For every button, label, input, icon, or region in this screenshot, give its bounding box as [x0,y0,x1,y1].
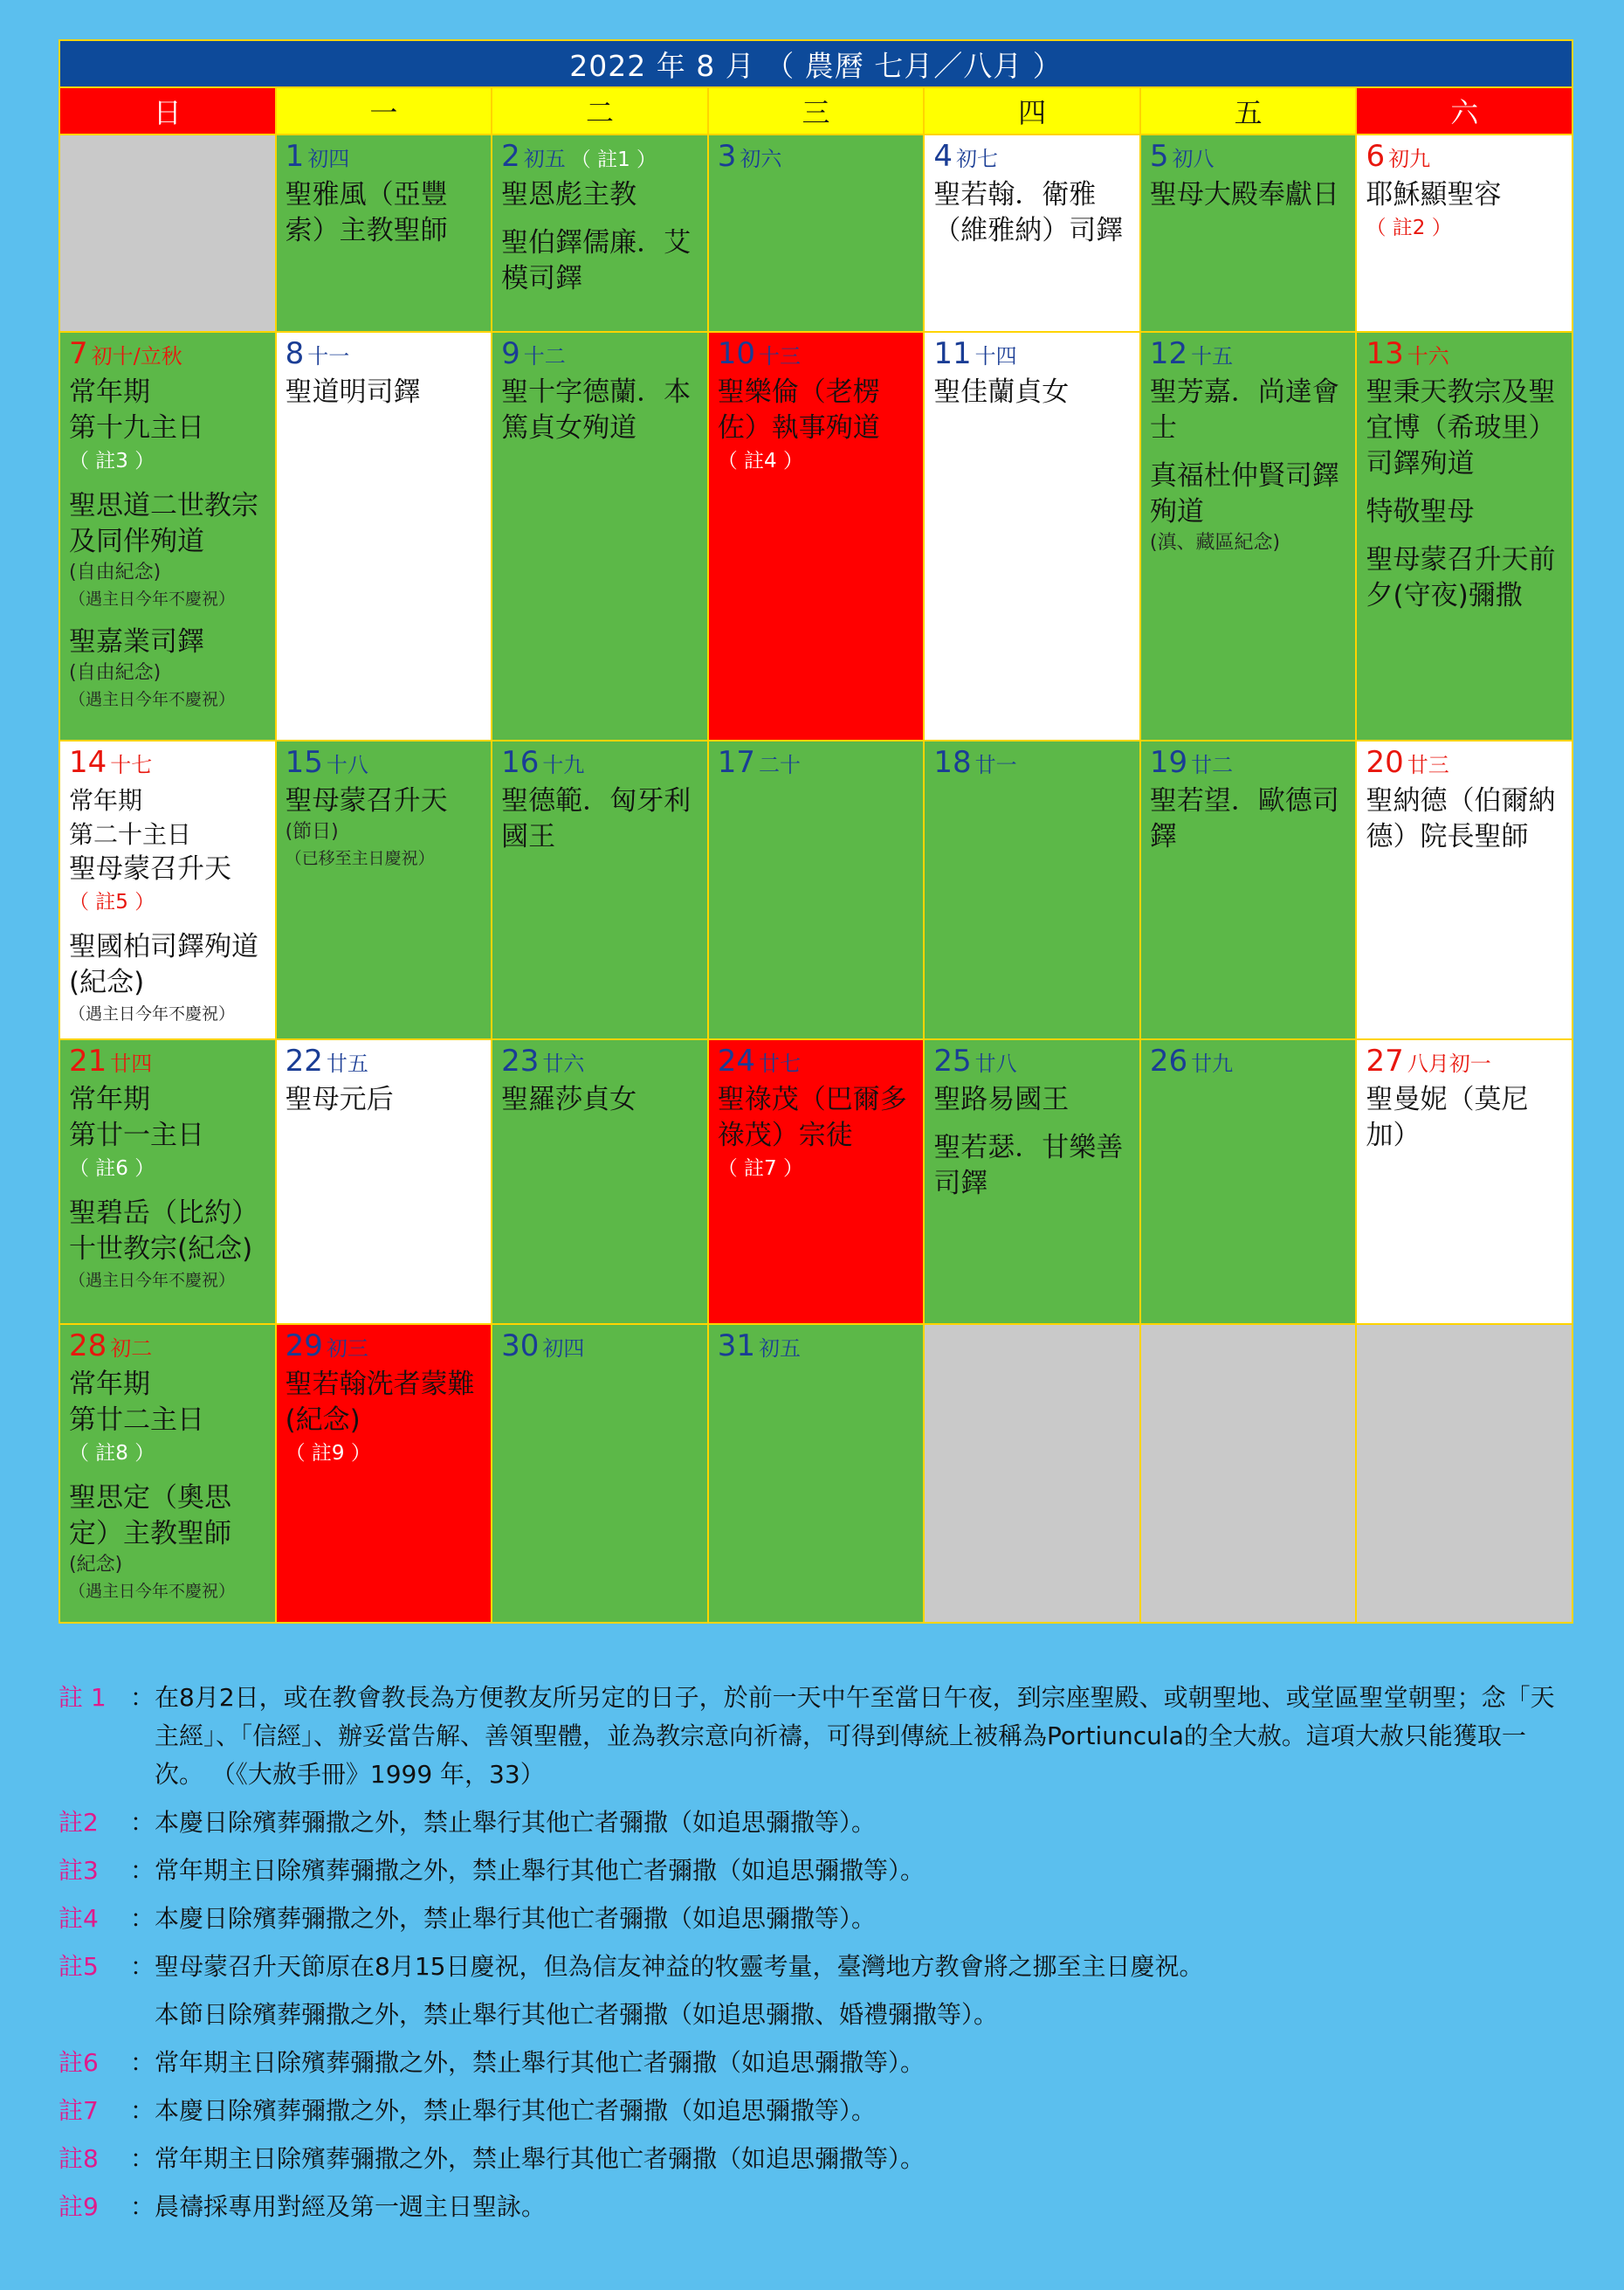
calendar-grid [60,134,1572,1622]
event-text: 第二十主日 [69,820,192,849]
date-line [286,139,485,174]
event-text: 聖母蒙召升天 [69,853,231,885]
event-text: 聖母大殿奉獻日 [1149,179,1339,210]
lunar-date: 初五 [523,147,566,171]
lunar-date: 初四 [542,1336,585,1361]
lunar-date: 廿三 [1407,753,1449,777]
event-text: 聖國柏司鐸殉道(紀念) [69,931,258,998]
weekday-5: 五 [1141,88,1358,134]
event-text: 真福杜仲賢司鐸殉道 [1149,460,1339,528]
event-text: 聖恩彪主教 [501,179,637,210]
note-colon [130,1996,155,2034]
note-label: 註5 [58,1952,99,1981]
event-text: 聖思定（奧思定）主教聖師 [69,1482,231,1549]
date-line [501,336,700,371]
date-line [69,1044,268,1079]
day-number: 1 [285,139,305,174]
note-colon: ： [130,1808,155,1837]
note-label: 註6 [58,2048,99,2077]
lunar-date: 廿九 [1191,1052,1234,1076]
day-number: 21 [69,1044,107,1079]
event-text: 聖納德（伯爾納德）院長聖師 [1366,785,1556,852]
event-text: （ 註4 ） [717,450,803,472]
empty-cell [60,135,277,331]
weekday-1: 一 [277,88,493,134]
date-line [1366,745,1565,780]
day-cell-19[interactable] [1141,741,1358,1038]
date-line [1150,336,1349,371]
day-cell-4[interactable] [925,135,1141,331]
calendar-title: 2022 年 8 月 （ 農曆 七月／八月 ） [60,41,1572,88]
day-cell-25[interactable] [925,1040,1141,1323]
week-row [60,1038,1572,1323]
lunar-date: 初八 [1172,147,1215,171]
note-item [58,2092,1570,2130]
day-number: 11 [933,336,972,371]
weekday-0: 日 [60,88,277,134]
date-line [1366,336,1565,371]
note-text: 本節日除殯葬彌撒之外，禁止舉行其他亡者彌撒（如追思彌撒、婚禮彌撒等）。 [155,2000,999,2029]
event-text: 聖道明司鐸 [285,376,421,408]
date-line [69,745,268,780]
event-text: 聖母蒙召升天 [285,785,448,817]
day-cell-17[interactable] [709,741,926,1038]
note-item [58,2044,1570,2082]
lunar-date: 十七 [110,753,153,777]
event-text: 聖嘉業司鐸 [69,626,204,658]
note-item [58,1900,1570,1938]
day-cell-31[interactable] [709,1325,926,1622]
event-text: 聖佳蘭貞女 [933,376,1070,408]
lunar-date: 初六 [740,147,782,171]
event-text: 聖芳嘉．尚達會士 [1149,376,1339,444]
lunar-date: 廿八 [974,1052,1017,1076]
day-number: 5 [1149,139,1169,174]
date-line [501,1044,700,1079]
event-text: （ 註6 ） [69,1157,155,1180]
day-number: 20 [1366,745,1404,780]
day-number: 4 [933,139,953,174]
event-text: （遇主日今年不慶祝） [69,1582,236,1601]
day-number: 9 [501,336,520,371]
day-cell-28[interactable] [60,1325,277,1622]
note-colon: ： [130,1952,155,1981]
notes-section [58,1679,1570,2236]
note-label: 註9 [58,2192,99,2221]
date-line [933,1044,1132,1079]
event-text: 常年期 [69,1084,150,1115]
event-text: 常年期 [69,786,143,815]
week-row [60,1323,1572,1622]
event-text: （ 註3 ） [69,450,155,472]
lunar-date: 廿五 [326,1052,368,1076]
empty-cell [1357,1325,1572,1622]
event-text: 聖十字德蘭．本篤貞女殉道 [501,376,692,444]
event-text: 聖秉天教宗及聖宜博（希玻里）司鐸殉道 [1366,376,1556,479]
event-text: 耶穌顯聖容 [1366,179,1502,210]
lunar-date: 十八 [326,753,368,777]
lunar-date: 初四 [307,147,350,171]
event-text: 常年期 [69,1369,150,1400]
note-ref: （ 註1 ） [570,148,657,171]
lunar-date: 十九 [542,753,585,777]
day-number: 14 [69,745,107,780]
lunar-date: 十六 [1407,344,1449,369]
event-text: (滇、藏區紀念) [1149,532,1281,554]
event-text: （ 註2 ） [1366,217,1452,239]
note-label: 註8 [58,2144,99,2173]
day-number: 16 [501,745,540,780]
weekday-header [60,88,1572,134]
day-cell-30[interactable] [492,1325,709,1622]
week-row [60,134,1572,331]
lunar-date: 十二 [523,344,566,369]
event-text: 聖若翰洗者蒙難(紀念) [285,1369,475,1436]
week-row [60,331,1572,740]
day-number: 2 [501,139,520,174]
lunar-date: 廿六 [542,1052,585,1076]
note-text: 聖母蒙召升天節原在8月15日慶祝，但為信友神益的牧靈考量，臺灣地方教會將之挪至主日慶祝。 [155,1952,1204,1981]
date-line [501,745,700,780]
date-line [1150,139,1349,174]
date-line [718,745,917,780]
event-text: 聖德範．匈牙利國王 [501,785,692,852]
event-text: 聖若望．歐德司鐸 [1149,785,1339,852]
day-number: 25 [933,1044,972,1079]
event-text: 聖祿茂（巴爾多祿茂）宗徒 [717,1084,907,1151]
event-text: 常年期 [69,376,150,408]
day-number: 6 [1366,139,1386,174]
day-number: 19 [1149,745,1188,780]
event-text: （遇主日今年不慶祝） [69,590,236,609]
day-cell-15[interactable] [277,741,493,1038]
event-text: 聖樂倫（老楞佐）執事殉道 [717,376,880,444]
event-text: (自由紀念) [69,662,162,684]
day-cell-21[interactable] [60,1040,277,1323]
day-cell-5[interactable] [1141,135,1358,331]
date-line [501,139,700,174]
note-colon: ： [130,1683,155,1712]
note-label: 註3 [58,1856,99,1885]
date-line [1150,1044,1349,1079]
day-number: 23 [501,1044,540,1079]
day-number: 31 [717,1328,755,1363]
note-label: 註2 [58,1808,99,1837]
day-cell-8[interactable] [277,333,493,740]
note-label: 註7 [58,2096,99,2125]
date-line [286,1044,485,1079]
note-text: 本慶日除殯葬彌撒之外，禁止舉行其他亡者彌撒（如追思彌撒等）。 [155,1808,877,1837]
date-line [1366,1044,1565,1079]
event-text: （ 註5 ） [69,891,155,914]
date-line [286,745,485,780]
week-row [60,740,1572,1038]
event-text: （ 註8 ） [69,1442,155,1465]
event-text: 第十九主日 [69,412,204,444]
day-number: 18 [933,745,972,780]
note-text: 本慶日除殯葬彌撒之外，禁止舉行其他亡者彌撒（如追思彌撒等）。 [155,1904,877,1933]
note-item [58,1679,1570,1794]
event-text: 聖曼妮（莫尼加） [1366,1084,1529,1151]
day-cell-18[interactable] [925,741,1141,1038]
note-colon: ： [130,2096,155,2125]
lunar-date: 初十/立秋 [91,344,182,369]
event-text: (節日) [285,821,339,843]
day-cell-16[interactable] [492,741,709,1038]
event-text: （ 註9 ） [285,1442,371,1465]
lunar-date: 二十 [759,753,801,777]
lunar-date: 十五 [1191,344,1234,369]
note-colon: ： [130,2192,155,2221]
date-line [501,1328,700,1363]
event-text: 聖羅莎貞女 [501,1084,637,1115]
event-text: 聖思道二世教宗及同伴殉道 [69,490,258,557]
event-text: 聖伯鐸儒廉．艾模司鐸 [501,227,692,294]
date-line [933,139,1132,174]
day-number: 29 [285,1328,323,1363]
date-line [1366,139,1565,174]
note-text: 常年期主日除殯葬彌撒之外，禁止舉行其他亡者彌撒（如追思彌撒等）。 [155,2048,926,2077]
event-text: 聖若瑟．甘樂善司鐸 [933,1132,1124,1199]
weekday-4: 四 [925,88,1141,134]
lunar-date: 十一 [307,344,350,369]
day-number: 17 [717,745,755,780]
lunar-date: 十四 [974,344,1017,369]
day-number: 3 [717,139,737,174]
event-text: 第廿二主日 [69,1404,204,1436]
event-text: （已移至主日慶祝） [285,849,435,868]
lunar-date: 初三 [326,1336,368,1361]
day-number: 26 [1149,1044,1188,1079]
lunar-date: 初七 [955,147,998,171]
day-cell-13[interactable] [1357,333,1572,740]
empty-cell [1141,1325,1358,1622]
note-colon: ： [130,2048,155,2077]
note-item [58,2188,1570,2226]
event-text: （遇主日今年不慶祝） [69,1004,236,1024]
lunar-date: 初五 [759,1336,801,1361]
day-number: 24 [717,1044,755,1079]
date-line [718,1328,917,1363]
date-line [718,1044,917,1079]
date-line [286,1328,485,1363]
lunar-date: 初九 [1388,147,1431,171]
day-cell-22[interactable] [277,1040,493,1323]
empty-cell [925,1325,1141,1622]
note-colon: ： [130,1904,155,1933]
note-item [58,2140,1570,2178]
lunar-date: 十三 [759,344,801,369]
date-line [1150,745,1349,780]
note-text: 常年期主日除殯葬彌撒之外，禁止舉行其他亡者彌撒（如追思彌撒等）。 [155,1856,926,1885]
weekday-3: 三 [709,88,926,134]
lunar-date: 廿一 [974,753,1017,777]
day-cell-23[interactable] [492,1040,709,1323]
note-label: 註 1 [58,1683,107,1712]
day-cell-24[interactable] [709,1040,926,1323]
note-item [58,1996,1570,2034]
date-line [718,139,917,174]
day-cell-3[interactable] [709,135,926,331]
day-number: 7 [69,336,88,371]
lunar-date: 廿四 [110,1052,153,1076]
event-text: (紀念) [69,1554,123,1576]
note-item [58,1948,1570,1986]
event-text: 第廿一主日 [69,1120,204,1151]
note-colon: ： [130,2144,155,2173]
day-cell-20[interactable] [1357,741,1572,1038]
day-number: 10 [717,336,755,371]
day-cell-29[interactable] [277,1325,493,1622]
day-cell-27[interactable] [1357,1040,1572,1323]
date-line [286,336,485,371]
event-text: 聖碧岳（比約）十世教宗(紀念) [69,1197,258,1265]
lunar-date: 廿二 [1191,753,1234,777]
event-text: 特敬聖母 [1366,496,1475,528]
day-cell-6[interactable] [1357,135,1572,331]
event-text: （遇主日今年不慶祝） [69,690,236,709]
day-number: 13 [1366,336,1404,371]
day-cell-14[interactable] [60,741,277,1038]
calendar [58,39,1573,1624]
note-label [58,1996,130,2034]
note-item [58,1804,1570,1842]
day-cell-9[interactable] [492,333,709,740]
note-text: 常年期主日除殯葬彌撒之外，禁止舉行其他亡者彌撒（如追思彌撒等）。 [155,2144,926,2173]
date-line [933,745,1132,780]
event-text: 聖母蒙召升天前夕(守夜)彌撒 [1366,544,1556,611]
day-number: 27 [1366,1044,1404,1079]
weekday-2: 二 [492,88,709,134]
day-number: 15 [285,745,323,780]
date-line [718,336,917,371]
note-text: 在8月2日，或在教會教長為方便教友所另定的日子，於前一天中午至當日午夜，到宗座聖殿、或朝聖地、或堂區聖堂朝聖；念「天主經」、「信經」、辦妥當告解、善領聖體，並為教宗意向祈禱，可得到傳統上被稱為Portiuncula的全大赦。這項大赦只能獲取一次。 （《大赦手冊》1999 年，33） [155,1683,1555,1789]
date-line [933,336,1132,371]
event-text: 聖若翰．衛雅（維雅納）司鐸 [933,179,1124,246]
day-cell-7[interactable] [60,333,277,740]
note-item [58,1852,1570,1890]
note-colon: ： [130,1856,155,1885]
event-text: 聖雅風（亞豐索）主教聖師 [285,179,448,246]
lunar-date: 八月初一 [1407,1052,1491,1076]
lunar-date: 初二 [110,1336,153,1361]
day-cell-11[interactable] [925,333,1141,740]
note-text: 晨禱採專用對經及第一週主日聖詠。 [155,2192,547,2221]
day-cell-2[interactable] [492,135,709,331]
day-cell-1[interactable] [277,135,493,331]
date-line [69,336,268,371]
weekday-6: 六 [1357,88,1572,134]
event-text: （ 註7 ） [717,1157,803,1180]
note-text: 本慶日除殯葬彌撒之外，禁止舉行其他亡者彌撒（如追思彌撒等）。 [155,2096,877,2125]
event-text: (自由紀念) [69,562,162,583]
day-number: 22 [285,1044,323,1079]
day-number: 28 [69,1328,107,1363]
day-cell-26[interactable] [1141,1040,1358,1323]
day-cell-10[interactable] [709,333,926,740]
event-text: （遇主日今年不慶祝） [69,1271,236,1290]
day-number: 30 [501,1328,540,1363]
event-text: 聖母元后 [285,1084,394,1115]
day-number: 8 [285,336,305,371]
date-line [69,1328,268,1363]
day-cell-12[interactable] [1141,333,1358,740]
note-label: 註4 [58,1904,99,1933]
lunar-date: 廿七 [759,1052,801,1076]
day-number: 12 [1149,336,1188,371]
event-text: 聖路易國王 [933,1084,1070,1115]
